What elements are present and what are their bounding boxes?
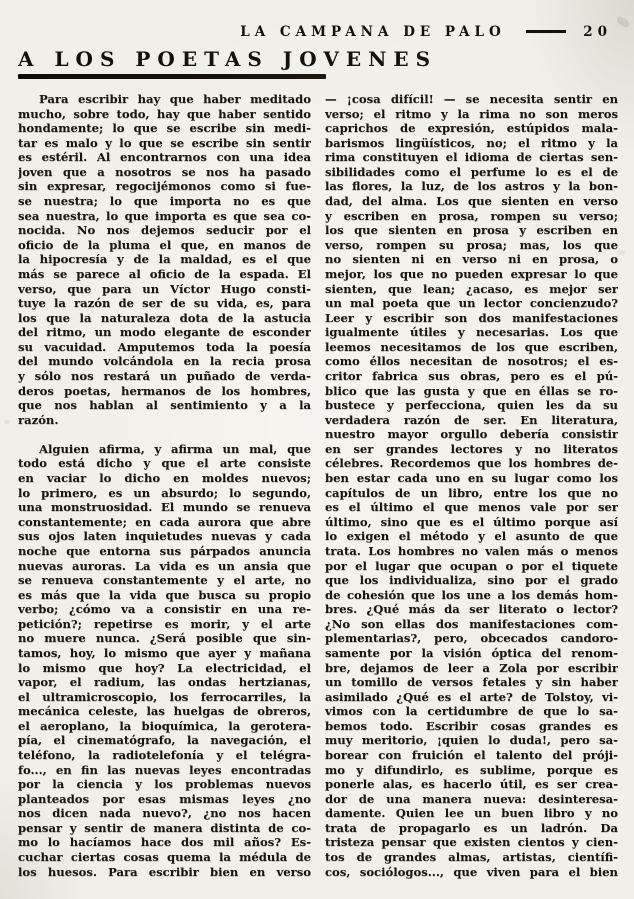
text-line: que los individualiza, sino por el grado [325,573,618,588]
text-line: dor de una manera nueva: desinteresa- [325,791,618,806]
text-line: nos dicen nada nuevo?, ¿no nos hacen [18,806,311,821]
text-line: verbo; ¿cómo va a consistir en una re- [18,602,311,617]
text-line: verso; el ritmo y la rima no son meros [325,106,618,121]
text-line: sus ojos laten inquietudes nuevas y cada [18,529,311,544]
right-column [325,92,618,879]
text-line: mejor, los que no pueden expresar lo que [325,266,618,281]
text-line: pía, el cinematógrafo, la navegación, el [18,733,311,748]
text-line: bres. ¿Qué más da ser literato o lector? [325,602,618,617]
text-line: Leer y escribir son dos manifestaciones [325,310,618,325]
text-line: no muere nunca. ¿Será posible que sin- [18,631,311,646]
text-line: trata. Los hombres no valen más o menos [325,543,618,558]
text-line: del ritmo, un modo elegante de esconder [18,325,311,340]
text-line: mecánica celeste, las huelgas de obreros, [18,704,311,719]
text-line: caprichos de expresión, estúpidos mala- [325,121,618,136]
text-line: una monstruosidad. El mundo se renueva [18,500,311,515]
text-line: por la ciencia y los problemas nuevos [18,777,311,792]
text-line: vapor, el radium, las ondas hertzianas, [18,675,311,690]
text-line: se nuestra; lo que importa no es que [18,194,311,209]
text-line: razón. [18,412,59,427]
text-line: dad, del alma. Los que sienten en verso [325,194,618,209]
text-line: fo..., en fin las nuevas leyes encontradas [18,762,311,777]
text-line: los que sienten en prosa y escriben en [325,223,618,238]
text-line: hondamente; lo que se escribe sin medi- [18,121,311,136]
text-line: es estéril. Al encontrarnos con una idea [18,150,311,165]
masthead-dash-rule [526,30,566,33]
text-line: petición?; repetirse es morir, y el arte [18,616,311,631]
text-line: último, sino que es el último porque así [325,514,618,529]
text-line: tuye la razón de ser de su vida, es, para [18,296,311,311]
text-line: planteados por esas mismas leyes ¿no [18,791,311,806]
text-line: mo lo hacíamos hace dos mil años? Es- [18,835,311,850]
article-body [18,92,618,879]
text-line: es más que la vida que busca su propio [18,587,311,602]
text-line: un tomillo de versos fetales y sin haber [325,675,618,690]
text-line: plementarias?, pero, obcecados candoro- [325,631,618,646]
text-line: ben estar cada uno en su lugar como los [325,471,618,486]
text-line: lo primero, es un absurdo; lo segundo, [18,485,311,500]
text-line: constantemente; en cada aurora que abre [18,514,311,529]
text-line: pensar y sentir de manera distinta de co- [18,820,311,835]
text-line: cuchar ciertas cosas quema la médula de [18,850,311,865]
text-line: los huesos. Para escribir bien en verso [18,864,311,879]
text-line: no sienten ni en verso ni en prosa, o [325,252,618,267]
text-line: por el lugar que ocupan o por el tiquete [325,558,618,573]
text-line: nuestro mayor orgullo debería consistir [325,427,618,442]
text-line: — ¡cosa difícil! — se necesita sentir en [325,92,618,106]
text-line: mo y difundirlo, es sublime, porque es [325,762,618,777]
text-line: en vaciar lo dicho en moldes nuevos; [18,471,311,486]
text-line: damente. Quien lee un buen libro y no [325,806,618,821]
text-line: del mundo volcándola en la recia prosa [18,354,311,369]
scan-smudge [617,250,626,255]
text-line: de cohesión que los une a los demás hom- [325,587,618,602]
page-number: 20 [583,24,612,40]
page-header [0,0,634,79]
text-line: cos, sociólogos..., que viven para el bien [325,864,618,879]
text-line: las flores, la luz, de los astros y la bon- [325,179,618,194]
text-line: lo exigen el método y el asunto de que [325,529,618,544]
text-line: Alguien afirma, y afirma un mal, que [39,441,311,456]
text-line: teléfono, la radiotelefonía y el telégra- [18,748,311,763]
text-line: tristeza pensar que existen cientos y cien- [325,835,618,850]
text-line: el ultramicroscopio, los ferrocarriles, la [18,689,311,704]
text-line: igualmente útiles y necesarias. Los que [325,325,618,340]
title-underline [18,74,326,79]
text-line: tar es malo y lo que se escribe sin sentir [18,135,311,150]
text-line: que nos hablan al sentimiento y a la [18,398,311,413]
text-line: se renueva constantemente y el arte, no [18,573,311,588]
text-line: lo mismo que hoy? La electricidad, el [18,660,311,675]
text-line: vimos con la certidumbre de que lo sa- [325,704,618,719]
text-line: muy meritorio, ¡quien lo duda!, pero sa- [325,733,618,748]
text-line: la hipocresía y de la maldad, es el que [18,252,311,267]
text-line: noche que entorna sus párpados anuncia [18,543,311,558]
publication-title: LA CAMPANA DE PALO [240,24,506,40]
text-line: bustece y perfecciona, quien les da su [325,398,618,413]
text-line: critor fabrica sus obras, pero es el pú- [325,368,618,383]
text-line: nocida. No nos dejemos seducir por el [18,223,311,238]
text-line [18,427,311,442]
text-line: bre, dejamos de leer a Zola por escribir [325,660,618,675]
text-line: barismos lingüísticos, no; el ritmo y la [325,135,618,150]
text-line: tamos, hoy, lo mismo que ayer y mañana [18,645,311,660]
text-line: en ser grandes lectores y no literatos [325,441,618,456]
scan-smudge [4,420,10,424]
text-line: verso, que para un Víctor Hugo consti- [18,281,311,296]
text-line: deros poetas, hermanos de los hombres, [18,383,311,398]
text-line: borear con fruición el talento del próji- [325,748,618,763]
text-line: célebres. Recordemos que los hombres de- [325,456,618,471]
text-line: ¿No son ellas dos manifestaciones com- [325,616,618,631]
text-line: sibilidades como el perfume lo es el de [325,164,618,179]
text-line: verdadera razón de ser. En literatura, [325,412,618,427]
masthead [0,0,634,40]
text-line: capítulos de un libro, entre los que no [325,485,618,500]
text-line: los que la naturaleza dota de la astucia [18,310,311,325]
article-title: A LOS POETAS JOVENES [18,47,438,71]
text-line: ponerle alas, es hacerlo útil, es ser crea- [325,777,618,792]
text-line: oficio de la pluma el que, en manos de [18,237,311,252]
text-line: como éllos necesitan de nosotros; el es- [325,354,618,369]
text-line: leemos necesitamos de los que escriben, [325,339,618,354]
text-line: rima constituyen el idioma de ciertas sen- [325,150,618,165]
text-line: nuevas auroras. La vida es un ansia que [18,558,311,573]
text-line: su vacuidad. Amputemos toda la poesía [18,339,311,354]
text-line: sienten, que lean; ¿acaso, es mejor ser [325,281,618,296]
text-line: verso, rompen su prosa; mas, los que [325,237,618,252]
text-line: sin expresar, regocijémonos como si fue- [18,179,311,194]
text-line: y sólo nos restará un puñado de verda- [18,368,311,383]
text-line: trata de propagarlo es un ladrón. Da [325,820,618,835]
text-line: más se parece al oficio de la espada. El [18,266,311,281]
text-line: el aeroplano, la bioquímica, la gerotera- [18,718,311,733]
text-line: bemos todo. Escribir cosas grandes es [325,718,618,733]
text-line: samente por la visión óptica del renom- [325,645,618,660]
text-line: todo está dicho y que el arte consiste [18,456,311,471]
text-line: mucho, sobre todo, hay que haber sentido [18,106,311,121]
text-line: sea nuestra, lo que importa es que sea co- [18,208,311,223]
text-line: tos de grandes almas, artistas, científi- [325,850,618,865]
text-line: joven que a nosotros se nos ha pasado [18,164,311,179]
text-line: asimilado ¿Qué es el arte? de Tolstoy, vi- [325,689,618,704]
left-column [18,92,311,879]
text-line: un mal poeta que un lector concienzudo? [325,296,618,311]
text-line: blico que las gusta y que en éllas se ro- [325,383,618,398]
text-line: y escriben en prosa, rompen su verso; [325,208,618,223]
text-line: es el último el que menos vale por ser [325,500,618,515]
text-line: Para escribir hay que haber meditado [39,92,311,106]
